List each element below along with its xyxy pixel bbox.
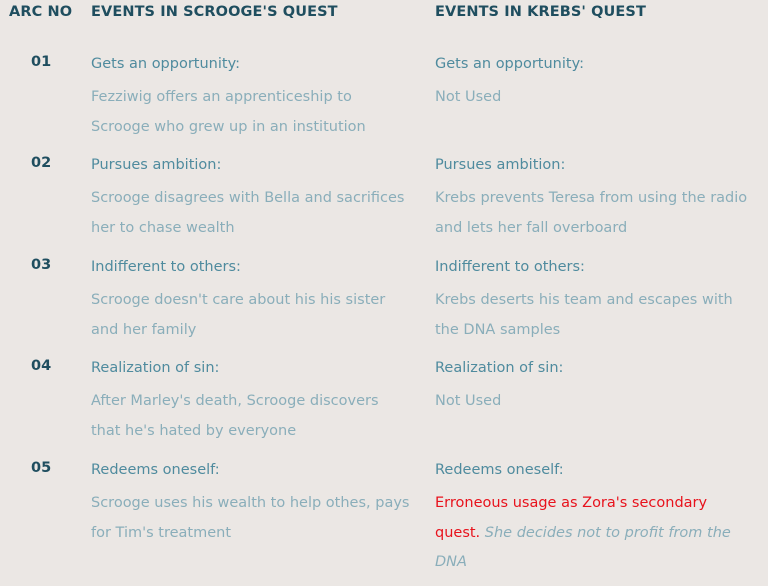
event-description xyxy=(91,387,426,446)
description-line: her to chase wealth xyxy=(91,219,235,236)
krebs-event xyxy=(435,155,765,243)
event-title: Redeems oneself: xyxy=(91,462,220,478)
description-line: Scrooge uses his wealth to help othes, pays xyxy=(91,495,410,511)
arc-number: 05 xyxy=(31,460,52,476)
description-line: and lets her fall overboard xyxy=(435,219,628,236)
description-line: After Marley's death, Scrooge discovers xyxy=(91,393,379,409)
description-line: Fezziwig offers an apprenticeship to xyxy=(91,89,352,105)
description-line: for Tim's treatment xyxy=(91,524,232,541)
event-title: Realization of sin: xyxy=(435,360,564,376)
arc-number: 02 xyxy=(31,155,52,171)
scrooge-event xyxy=(91,155,426,243)
event-title: Redeems oneself: xyxy=(435,462,564,478)
krebs-event xyxy=(435,358,765,417)
description-line: Scrooge doesn't care about his his sister xyxy=(91,292,386,308)
event-description xyxy=(91,184,426,243)
description-line: that he's hated by everyone xyxy=(91,422,297,439)
header-arc-no: ARC NO xyxy=(9,4,73,20)
scrooge-event xyxy=(91,358,426,446)
description-line: Not Used xyxy=(435,89,502,105)
event-title: Pursues ambition: xyxy=(91,157,222,173)
event-description xyxy=(91,489,426,548)
event-title: Pursues ambition: xyxy=(435,157,566,173)
scrooge-event xyxy=(91,54,426,142)
description-line: Not Used xyxy=(435,393,502,409)
krebs-event xyxy=(435,460,765,578)
event-description xyxy=(91,83,426,142)
description-line: the DNA samples xyxy=(435,321,561,338)
erroneous-usage-note: quest. xyxy=(435,524,481,541)
arc-number: 01 xyxy=(31,54,52,70)
event-title: Gets an opportunity: xyxy=(435,56,584,72)
krebs-event xyxy=(435,54,765,113)
event-title: Indifferent to others: xyxy=(91,259,241,275)
header-scrooge-quest: EVENTS IN SCROOGE'S QUEST xyxy=(91,4,338,20)
description-line: Scrooge who grew up in an institution xyxy=(91,118,366,135)
header-krebs-quest: EVENTS IN KREBS' QUEST xyxy=(435,4,646,20)
italic-comment: She decides not to profit from the xyxy=(480,524,731,541)
event-description xyxy=(435,387,765,417)
event-title: Realization of sin: xyxy=(91,360,220,376)
description-line xyxy=(435,519,765,549)
scrooge-event xyxy=(91,460,426,548)
event-description xyxy=(435,489,765,578)
event-description xyxy=(435,83,765,113)
event-title: Indifferent to others: xyxy=(435,259,585,275)
arc-number: 04 xyxy=(31,358,52,374)
description-line: Scrooge disagrees with Bella and sacrifices xyxy=(91,190,405,206)
event-description xyxy=(435,286,765,345)
event-title: Gets an opportunity: xyxy=(91,56,240,72)
description-line: Krebs deserts his team and escapes with xyxy=(435,292,733,308)
krebs-event xyxy=(435,257,765,345)
scrooge-event xyxy=(91,257,426,345)
event-description xyxy=(91,286,426,345)
arc-number: 03 xyxy=(31,257,52,273)
italic-comment: DNA xyxy=(435,554,467,570)
erroneous-usage-note: Erroneous usage as Zora's secondary xyxy=(435,495,708,511)
event-description xyxy=(435,184,765,243)
description-line: Krebs prevents Teresa from using the radio xyxy=(435,190,748,206)
description-line: and her family xyxy=(91,321,197,338)
